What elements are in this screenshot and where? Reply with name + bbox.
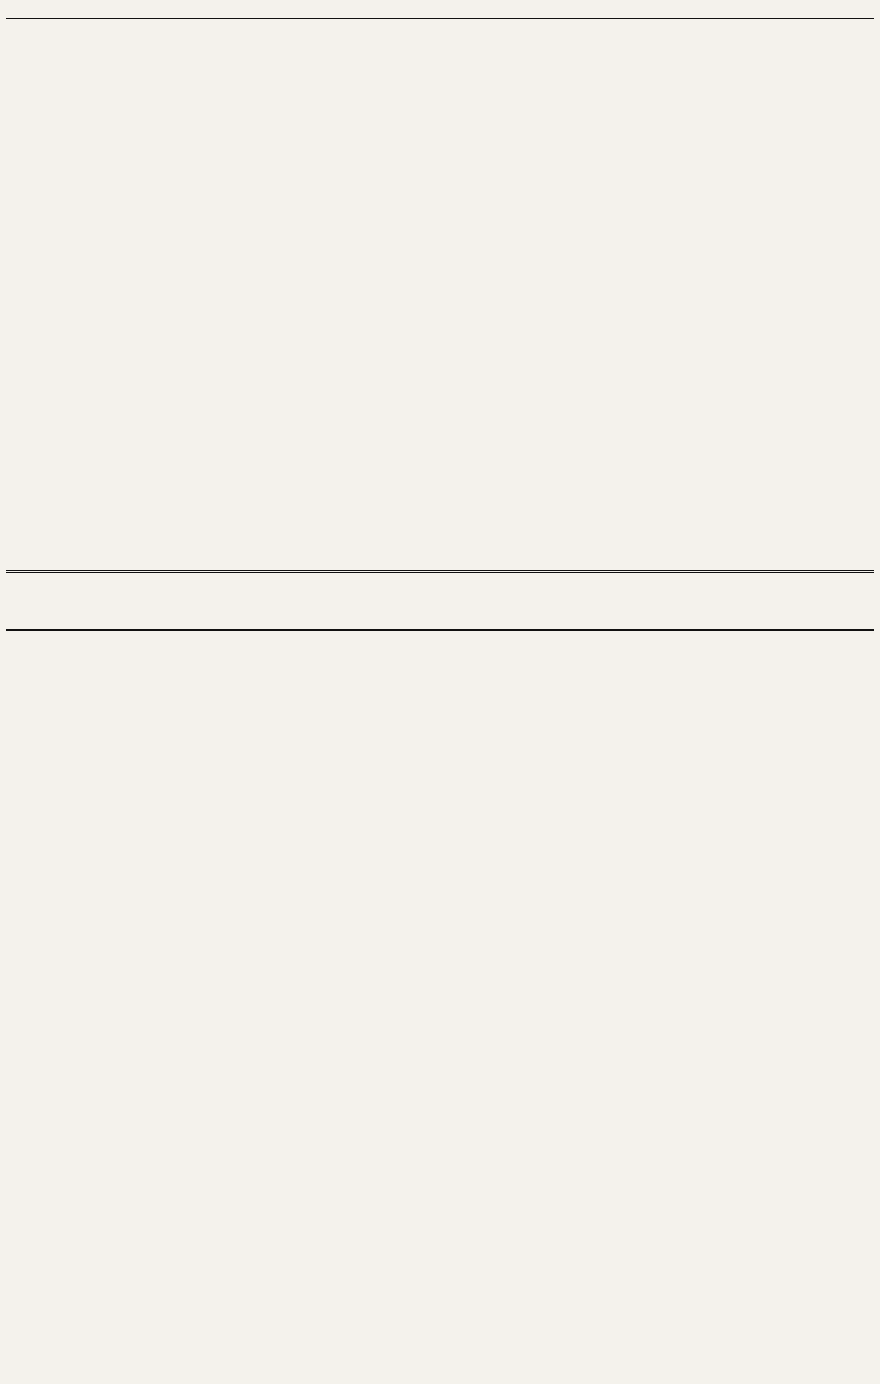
home-service-guide-banner xyxy=(6,570,874,631)
help-wanted-columns xyxy=(6,20,874,568)
service-guide-columns xyxy=(6,630,874,1378)
masthead xyxy=(6,4,874,19)
